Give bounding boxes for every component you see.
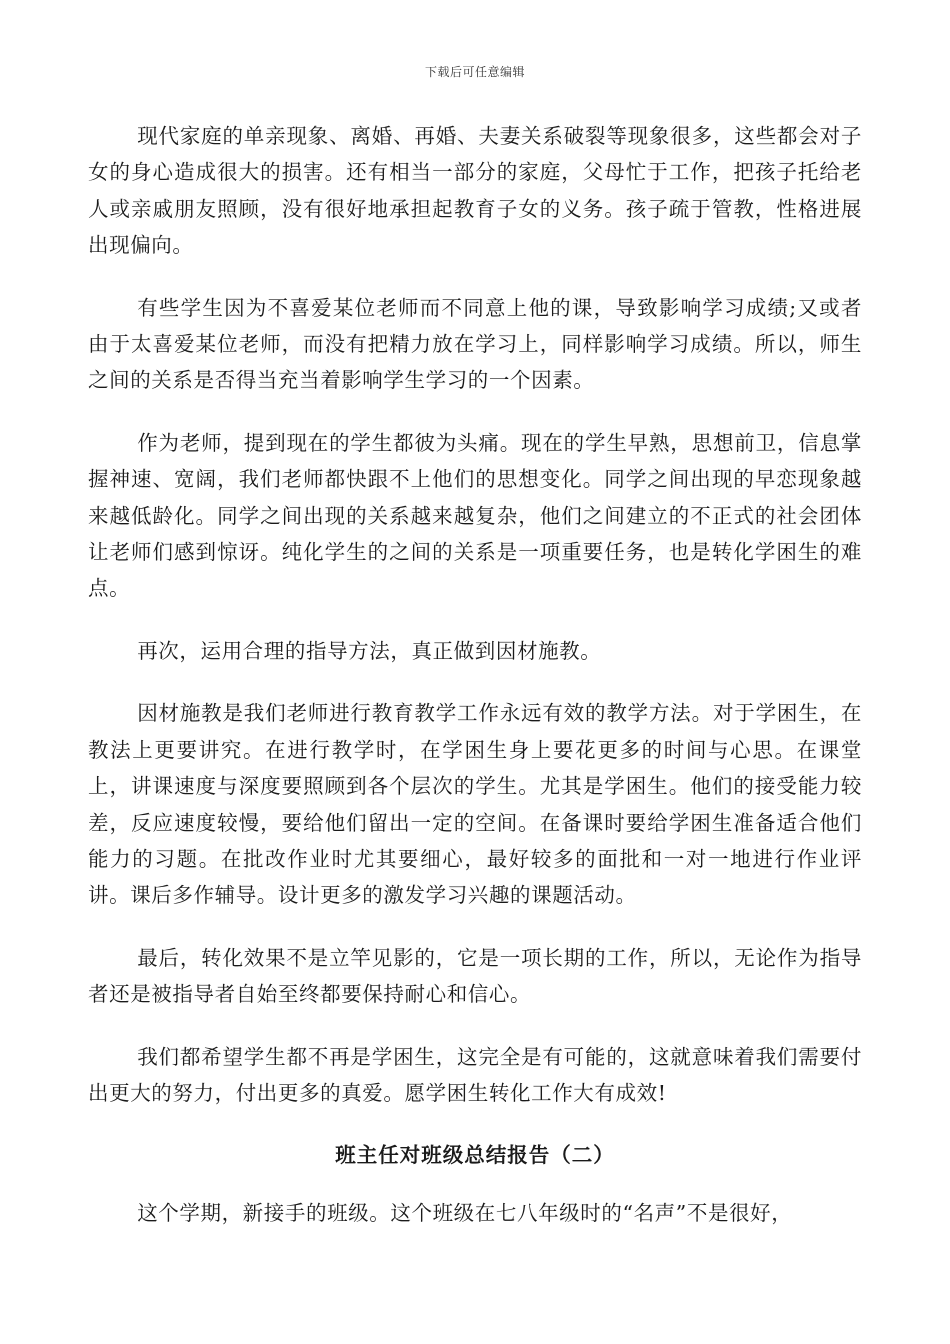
paragraph-8: 这个学期，新接手的班级。这个班级在七八年级时的“名声”不是很好， [137, 1201, 793, 1226]
document-body [88, 118, 862, 1258]
paragraph-3: 作为老师，提到现在的学生都彼为头痛。现在的学生早熟，思想前卫，信息掌握神速、宽阔，我们老师都快跟不上他们的思想变化。同学之间出现的早恋现象越来越低龄化。同学之间出现的关系越来越复杂，他们之间建立的不正式的社会团体让老师们感到惊讶。纯化学生的之间的关系是一项重要任务，也是转化学困生的难点。 [88, 430, 862, 601]
paragraph-1: 现代家庭的单亲现象、离婚、再婚、夫妻关系破裂等现象很多，这些都会对子女的身心造成很大的损害。还有相当一部分的家庭，父母忙于工作，把孩子托给老人或亲戚朋友照顾，没有很好地承担起教育子女的义务。孩子疏于管教，性格进展出现偏向。 [88, 124, 862, 258]
paragraph-6: 最后，转化效果不是立竿见影的，它是一项长期的工作，所以，无论作为指导者还是被指导者自始至终都要保持耐心和信心。 [88, 945, 862, 1007]
page-header: 下载后可任意编辑 [424, 65, 525, 79]
paragraph-4: 再次，运用合理的指导方法，真正做到因材施教。 [137, 638, 602, 663]
paragraph-7: 我们都希望学生都不再是学困生，这完全是有可能的，这就意味着我们需要付出更大的努力，付出更多的真爱。愿学困生转化工作大有成效! [88, 1044, 862, 1105]
section-title: 班主任对班级总结报告（二） [335, 1143, 615, 1168]
paragraph-5: 因材施教是我们老师进行教育教学工作永远有效的教学方法。对于学困生，在教法上更要讲究。在进行教学时，在学困生身上要花更多的时间与心思。在课堂上，讲课速度与深度要照顾到各个层次的学生。尤其是学困生。他们的接受能力较差，反应速度较慢，要给他们留出一定的空间。在备课时要给学困生准备适合他们能力的习题。在批改作业时尤其要细心，最好较多的面批和一对一地进行作业评讲。课后多作辅导。设计更多的激发学习兴趣的课题活动。 [88, 701, 862, 908]
paragraph-2: 有些学生因为不喜爱某位老师而不同意上他的课，导致影响学习成绩;又或者由于太喜爱某位老师，而没有把精力放在学习上，同样影响学习成绩。所以，师生之间的关系是否得当充当着影响学生学习的一个因素。 [88, 295, 862, 393]
